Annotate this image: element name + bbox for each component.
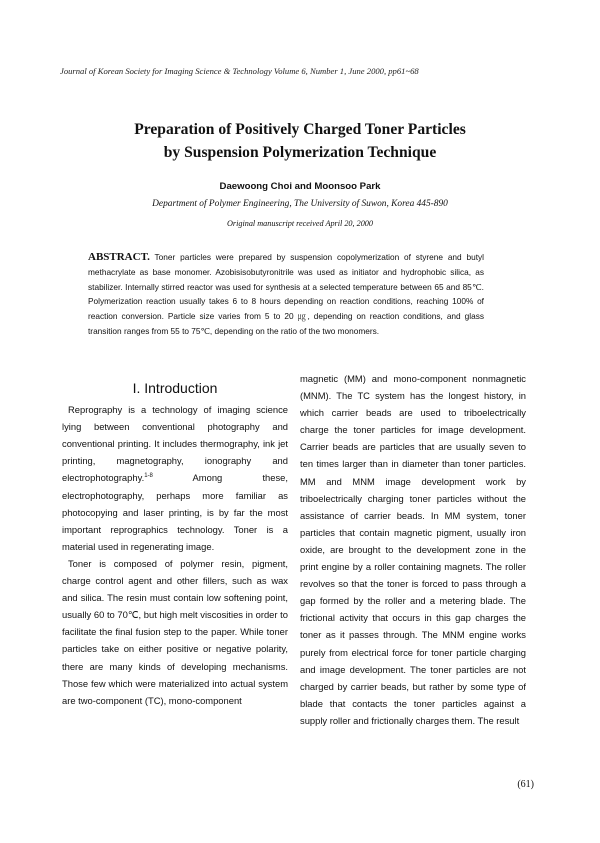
right-column	[300, 370, 526, 729]
received-date: Original manuscript received April 20, 2000	[227, 219, 373, 228]
title-line-1: Preparation of Positively Charged Toner Particles	[134, 121, 466, 138]
intro-paragraph-1-text: Reprography is a technology of imaging science lying between conventional photography and conventional printing. It includes thermography, ink jet printing, magnetography, ionography and electrophotography.	[62, 404, 288, 484]
abstract-label: ABSTRACT.	[88, 251, 150, 263]
author-names: Daewoong Choi and Moonsoo Park	[219, 181, 381, 192]
intro-paragraph-continued: magnetic (MM) and mono-component nonmagnetic (MNM). The TC system has the longest history, in which carrier beads are used to triboelectrically charge the toner particles for image development. Carrier beads are particles that are usually seven to ten times larger than in diameter than toner particles. MM and MNM image development work by triboelectrically charging toner particles without the assistance of carrier beads. In MM system, toner particles that contain magnetic pigment, usually iron oxide, are brought to the development zone in the print engine by a roller containing magnets. The roller revolves so that the toner is forced to pass through a gap formed by the roller and a metering blade. The frictional activity that occurs in this gap charges the toner as it passes through. The MNM engine works purely from electrical force for toner particle charging and image development. The toner particles are not charged by carrier beads, but rather by some type of blade that contacts the toner particles against a supply roller and frictionally charges them. The result	[300, 373, 526, 726]
article-title	[40, 118, 560, 164]
journal-citation-header: Journal of Korean Society for Imaging Science & Technology Volume 6, Number 1, June 2000, pp61~68	[60, 66, 419, 76]
citation-reference: 1-8	[144, 473, 153, 480]
author-affiliation: Department of Polymer Engineering, The University of Suwon, Korea 445-890	[152, 199, 448, 209]
section-heading-introduction: I. Introduction	[132, 380, 218, 396]
abstract-text: Toner particles were prepared by suspension copolymerization of styrene and butyl methacrylate as base monomer. Azobisisobutyronitrile was used as initiator and hydrophobic silica, as stabilizer. Internally stirred reactor was used for synthesis at a selected temperature between 65 and 85℃. Polymerization reaction usually takes 6 to 8 hours depending on reaction conditions, reaching 100% of reaction conversion. Particle size varies from 5 to 20 ㎍, depending on reaction conditions, and glass transition ranges from 55 to 75℃, depending on the ratio of the two monomers.	[88, 252, 484, 336]
left-column	[62, 370, 288, 709]
abstract	[88, 250, 484, 339]
intro-paragraph-2: Toner is composed of polymer resin, pigment, charge control agent and other fillers, such as wax and silica. The resin must contain low softening point, usually 60 to 70℃, but high melt viscosities in order to facilitate the final fusion step to the paper. While toner particles take on either positive or negative polarity, there are many kinds of developing mechanisms. Those few which were materialized into actual system are two-component (TC), mono-component	[62, 557, 288, 706]
intro-paragraph-1	[62, 401, 288, 555]
page-number: (61)	[517, 779, 534, 790]
title-line-2: by Suspension Polymerization Technique	[163, 144, 437, 161]
intro-paragraph-1-tail: Among these, electrophotography, perhaps more familiar as photocopying and laser printing, is by far the most important reprographics technology. Toner is a material used in regenerating image.	[62, 472, 288, 552]
